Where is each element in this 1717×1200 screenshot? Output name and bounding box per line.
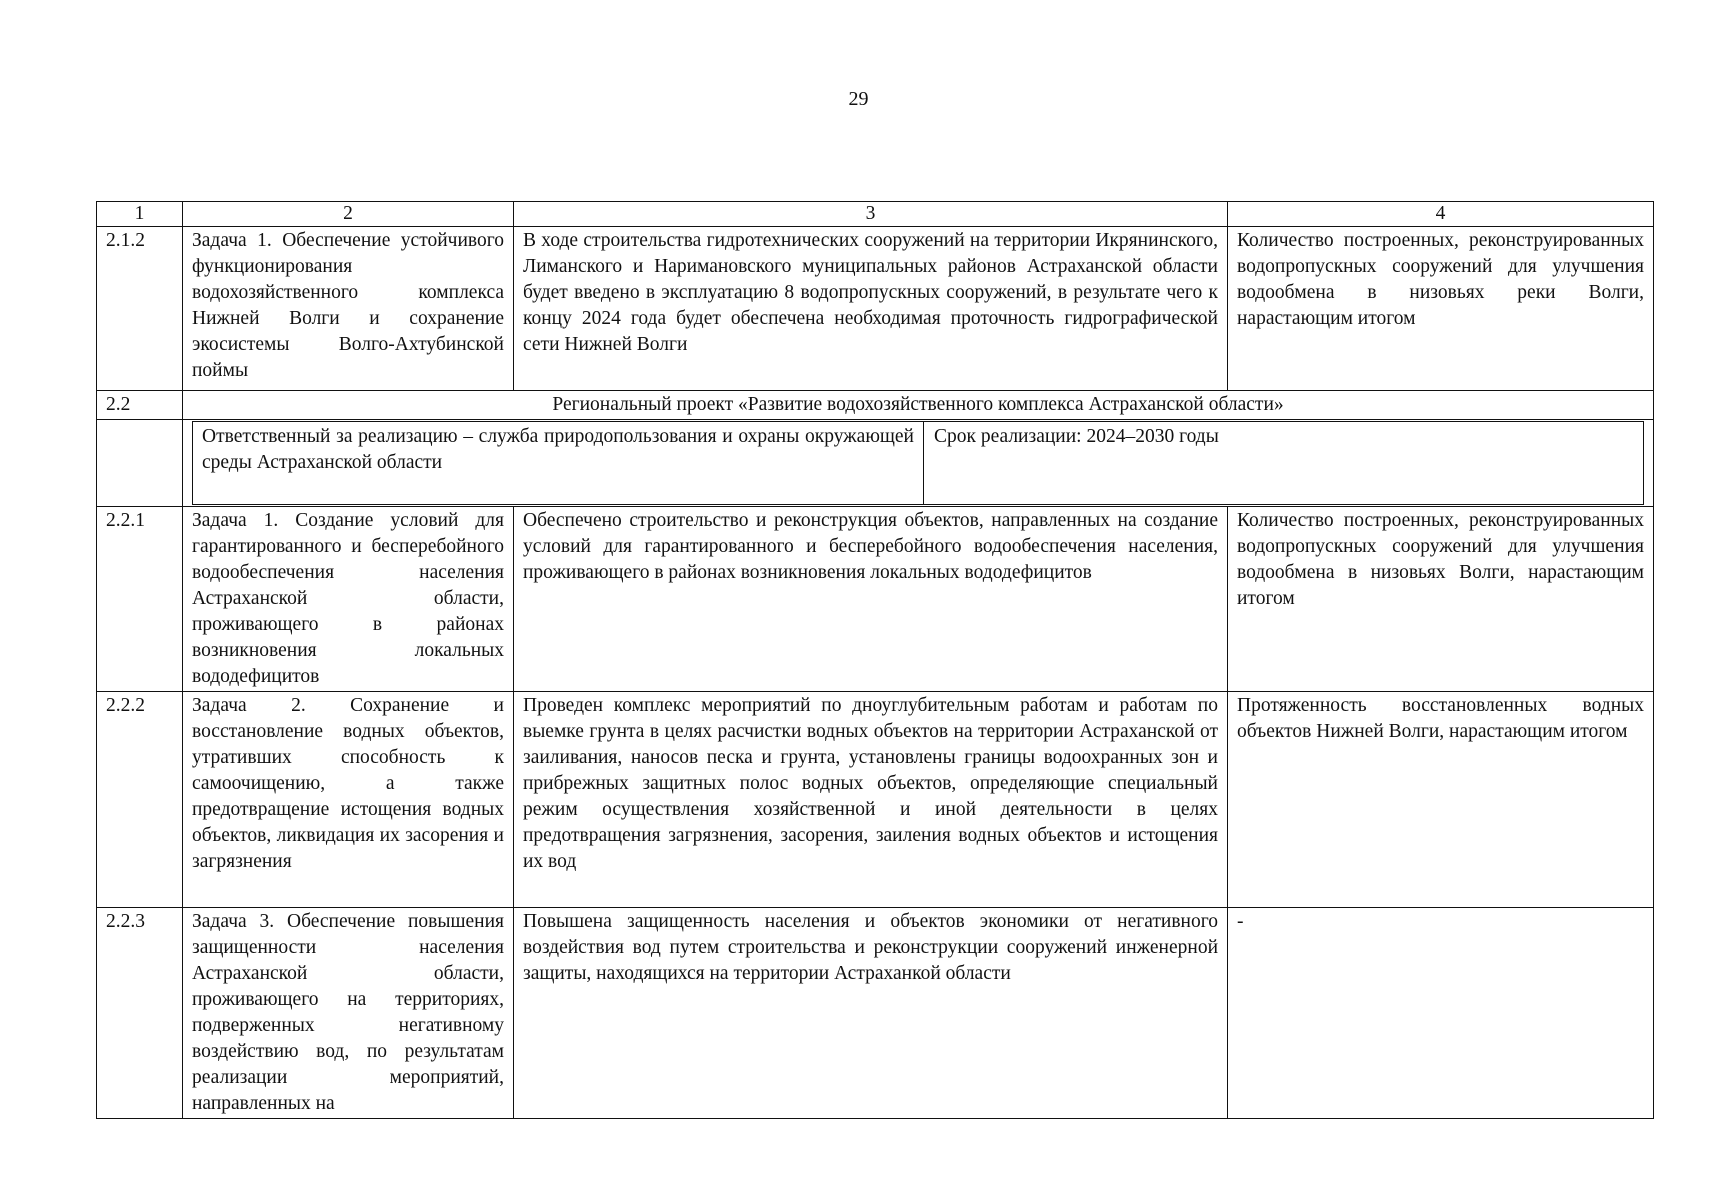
project-info-cell <box>183 420 1654 507</box>
row-number: 2.1.2 <box>97 227 183 391</box>
project-number: 2.2 <box>97 391 183 420</box>
indicator-cell: - <box>1228 908 1654 1119</box>
project-period: Срок реализации: 2024–2030 годы <box>924 422 1644 505</box>
empty-cell <box>97 420 183 507</box>
row-number: 2.2.3 <box>97 908 183 1119</box>
indicator-cell: Количество построенных, реконструированных водопропускных сооружений для улучшения водообмена в низовьях реки Волги, нарастающим итогом <box>1228 227 1654 391</box>
result-cell: Повышена защищенность населения и объектов экономики от негативного воздействия вод путем строительства и реконструкции сооружений инженерной защиты, находящихся на территории Астраханкой области <box>514 908 1228 1119</box>
table-row <box>97 908 1654 1119</box>
project-responsible: Ответственный за реализацию – служба природопользования и охраны окружающей среды Астраханской области <box>193 422 924 505</box>
table-row <box>97 507 1654 692</box>
table-row <box>97 227 1654 391</box>
column-header-1: 1 <box>97 202 183 227</box>
column-header-2: 2 <box>183 202 514 227</box>
project-title: Региональный проект «Развитие водохозяйственного комплекса Астраханской области» <box>183 391 1654 420</box>
indicator-cell: Протяженность восстановленных водных объектов Нижней Волги, нарастающим итогом <box>1228 692 1654 908</box>
indicator-cell: Количество построенных, реконструированных водопропускных сооружений для улучшения водообмена в низовьях Волги, нарастающим итогом <box>1228 507 1654 692</box>
column-header-3: 3 <box>514 202 1228 227</box>
program-table <box>96 201 1654 1119</box>
project-info-row <box>97 420 1654 507</box>
column-header-4: 4 <box>1228 202 1654 227</box>
result-cell: Проведен комплекс мероприятий по дноуглубительным работам и работам по выемке грунта в целях расчистки водных объектов на территории Астраханской от заиливания, наносов песка и грунта, установлены границы водоохранных зон и прибрежных защитных полос водных объектов, определяющие специальный режим осуществления хозяйственной и иной деятельности в целях предотвращения загрязнения, засорения, заиления водных объектов и истощения их вод <box>514 692 1228 908</box>
result-cell: Обеспечено строительство и реконструкция объектов, направленных на создание условий для гарантированного и бесперебойного водообеспечения населения, проживающего в районах возникновения локальных вододефицитов <box>514 507 1228 692</box>
task-cell: Задача 3. Обеспечение повышения защищенности населения Астраханской области, проживающего на территориях, подверженных негативному воздействию вод, по результатам реализации мероприятий, направленных на <box>183 908 514 1119</box>
table-row <box>97 692 1654 908</box>
task-cell: Задача 1. Обеспечение устойчивого функционирования водохозяйственного комплекса Нижней Волги и сохранение экосистемы Волго-Ахтубинской поймы <box>183 227 514 391</box>
table-header-row <box>97 202 1654 227</box>
task-cell: Задача 2. Сохранение и восстановление водных объектов, утративших способность к самоочищению, а также предотвращение истощения водных объектов, ликвидация их засорения и загрязнения <box>183 692 514 908</box>
result-cell: В ходе строительства гидротехнических сооружений на территории Икрянинского, Лиманского и Наримановского муниципальных районов Астраханской области будет введено в эксплуатацию 8 водопропускных сооружений, в результате чего к концу 2024 года будет обеспечена необходимая проточность гидрографической сети Нижней Волги <box>514 227 1228 391</box>
row-number: 2.2.2 <box>97 692 183 908</box>
task-cell: Задача 1. Создание условий для гарантированного и бесперебойного водообеспечения населения Астраханской области, проживающего в районах возникновения локальных вододефицитов <box>183 507 514 692</box>
project-title-row <box>97 391 1654 420</box>
page-number: 29 <box>848 88 869 110</box>
row-number: 2.2.1 <box>97 507 183 692</box>
